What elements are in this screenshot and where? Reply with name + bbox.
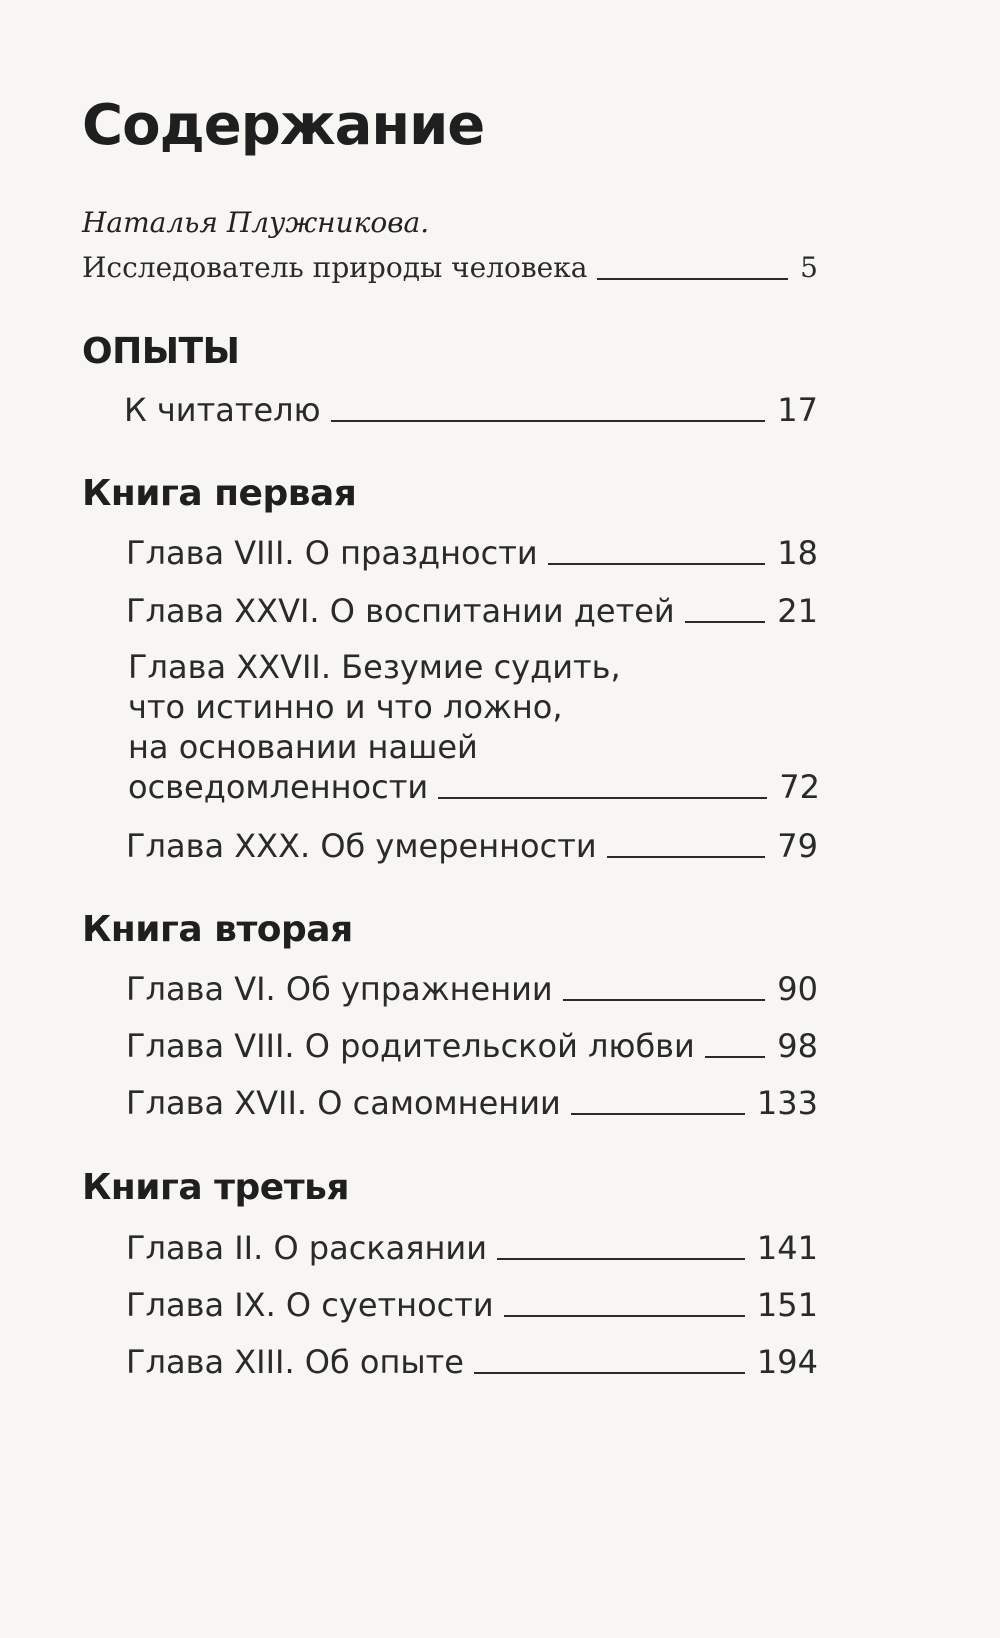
leader-line bbox=[548, 563, 766, 565]
toc-entry-intro[interactable] bbox=[82, 248, 818, 288]
leader-line bbox=[597, 278, 788, 280]
toc-entry[interactable] bbox=[126, 826, 818, 866]
toc-page-number: 72 bbox=[779, 768, 820, 806]
section-heading-book-2: Книга вторая bbox=[82, 909, 353, 950]
toc-entry-title: К читателю bbox=[124, 391, 321, 429]
section-heading-book-3: Книга третья bbox=[82, 1167, 349, 1208]
toc-page-number: 21 bbox=[777, 592, 818, 630]
leader-line bbox=[705, 1056, 765, 1058]
toc-entry-line: что истинно и что ложно, bbox=[128, 688, 563, 726]
toc-page-number: 79 bbox=[777, 827, 818, 865]
toc-page-number: 18 bbox=[777, 534, 818, 572]
toc-entry[interactable] bbox=[126, 1342, 818, 1382]
toc-entry-line: Глава XXVII. Безумие судить, bbox=[128, 648, 621, 686]
leader-line bbox=[474, 1372, 745, 1374]
toc-entry-line: на основании нашей bbox=[128, 728, 478, 766]
toc-page-number: 151 bbox=[756, 1286, 818, 1324]
toc-entry-title: Глава II. О раскаянии bbox=[126, 1229, 488, 1267]
toc-entry[interactable] bbox=[126, 1026, 818, 1066]
intro-author: Наталья Плужникова. bbox=[82, 206, 430, 239]
toc-entry-multiline[interactable] bbox=[128, 647, 820, 807]
leader-line bbox=[438, 797, 767, 799]
toc-entry[interactable] bbox=[126, 969, 818, 1009]
toc-page-number: 5 bbox=[800, 251, 818, 284]
toc-page-number: 17 bbox=[777, 391, 818, 429]
section-heading-book-1: Книга первая bbox=[82, 473, 357, 514]
toc-entry-title: Глава XXX. Об умеренности bbox=[126, 827, 597, 865]
toc-page-number: 141 bbox=[756, 1229, 818, 1267]
leader-line bbox=[571, 1113, 745, 1115]
toc-entry[interactable] bbox=[126, 1285, 818, 1325]
toc-page-number: 90 bbox=[777, 970, 818, 1008]
toc-entry-line: осведомленности bbox=[128, 768, 429, 806]
toc-entry-title: Глава XXVI. О воспитании детей bbox=[126, 592, 675, 630]
toc-entry[interactable] bbox=[126, 1228, 818, 1268]
toc-entry[interactable] bbox=[124, 390, 818, 430]
toc-entry-title: Исследователь природы человека bbox=[82, 251, 588, 284]
toc-entry[interactable] bbox=[126, 1083, 818, 1123]
leader-line bbox=[497, 1258, 745, 1260]
page-title: Содержание bbox=[82, 93, 485, 158]
section-heading-opyty: ОПЫТЫ bbox=[82, 331, 240, 372]
toc-entry-title: Глава XVII. О самомнении bbox=[126, 1084, 561, 1122]
toc-entry-title: Глава VIII. О праздности bbox=[126, 534, 538, 572]
toc-entry-title: Глава VIII. О родительской любви bbox=[126, 1027, 695, 1065]
toc-entry-title: Глава VI. Об упражнении bbox=[126, 970, 553, 1008]
leader-line bbox=[331, 420, 766, 422]
leader-line bbox=[504, 1315, 745, 1317]
leader-line bbox=[563, 999, 766, 1001]
toc-entry[interactable] bbox=[126, 591, 818, 631]
toc-entry[interactable] bbox=[126, 533, 818, 573]
toc-entry-title: Глава XIII. Об опыте bbox=[126, 1343, 464, 1381]
leader-line bbox=[685, 621, 766, 623]
toc-page-number: 98 bbox=[777, 1027, 818, 1065]
toc-entry-title: Глава IX. О суетности bbox=[126, 1286, 494, 1324]
leader-line bbox=[607, 856, 766, 858]
toc-page-number: 133 bbox=[756, 1084, 818, 1122]
toc-page-number: 194 bbox=[756, 1343, 818, 1381]
